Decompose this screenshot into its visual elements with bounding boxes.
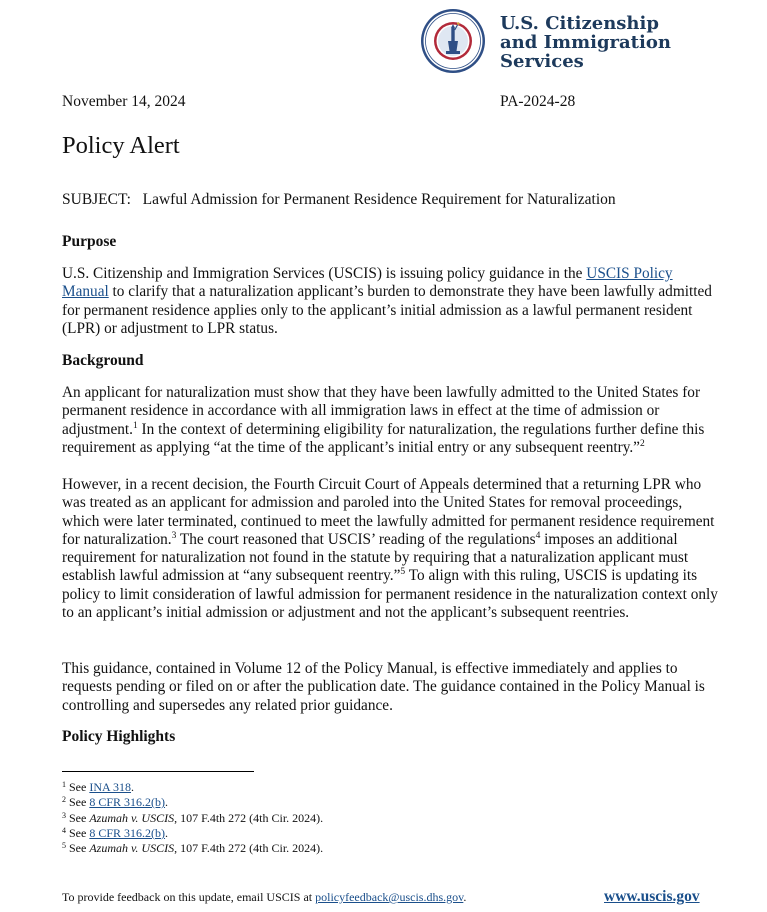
purpose-text-end: to clarify that a naturalization applicant’s burden to demonstrate they have been lawfully admitted for permanent residence applies only to the applicant’s initial admission as a lawful permanent resident (LPR) or adjustment to LPR status. <box>62 283 712 337</box>
subject-line <box>62 191 616 209</box>
agency-name-line-3: Services <box>500 51 584 72</box>
footnote-ref-3[interactable]: 3 <box>171 530 177 541</box>
bg-p2-text-c: imposes an additional requirement for naturalization not found in the statute by requiring that a naturalization applicant must establish lawful admission at “any subsequent reentry.” <box>62 530 689 585</box>
page-title: Policy Alert <box>62 132 180 159</box>
purpose-text-start: U.S. Citizenship and Immigration Services (USCIS) is issuing policy guidance in the <box>62 265 587 282</box>
background-heading: Background <box>62 352 144 369</box>
bg-p2-text-d: To align with this ruling, USCIS is updating its policy to limit consideration of lawful admission for permanent residence in the naturalization context only to an applicant’s initial admission or adjustment and not the applicant’s subsequent reentries. <box>62 567 718 622</box>
website-link[interactable]: www.uscis.gov <box>604 888 700 905</box>
background-paragraph-2 <box>62 476 718 622</box>
footnote-ref-1[interactable]: 1 <box>132 420 138 431</box>
alert-id: PA-2024-28 <box>500 93 576 110</box>
subject-text: Lawful Admission for Permanent Residence Requirement for Naturalization <box>142 191 616 208</box>
footnote-2: $^2$ See 8 CFR 316.2(b). <box>62 795 169 810</box>
policy-highlights-heading: Policy Highlights <box>62 728 176 745</box>
alert-date: November 14, 2024 <box>62 93 186 110</box>
footnote-1: $^1$ See INA 318. <box>62 780 134 794</box>
subject-label: SUBJECT: <box>62 191 131 208</box>
feedback-text: To provide feedback on this update, email USCIS at <box>62 890 316 904</box>
feedback-email-link[interactable]: policyfeedback@uscis.dhs.gov <box>315 890 464 904</box>
footnote-ref-2[interactable]: 2 <box>639 438 645 449</box>
bg-p3-text: This guidance, contained in Volume 12 of the Policy Manual, is effective immediately and applies to requests pending or filed on or after the publication date. The guidance contained in the Policy Manual is controlling and supersedes any related prior guidance. <box>62 660 705 714</box>
footnote-4: $^4$ See 8 CFR 316.2(b). <box>62 825 169 840</box>
policy-manual-link[interactable]: USCIS Policy Manual <box>62 265 673 301</box>
footnote-2-link[interactable]: 8 CFR 316.2(b) <box>89 795 166 810</box>
case-name: Azumah v. USCIS <box>89 841 175 856</box>
purpose-heading: Purpose <box>62 233 117 250</box>
bg-p1-text-b: In the context of determining eligibility for naturalization, the regulations further define this requirement as applying “at the time of the applicant’s initial entry or any subsequent reentry.” <box>62 420 705 456</box>
footnote-3: $^3$ See Azumah v. USCIS, 107 F.4th 272 (4th Cir. 2024). <box>62 810 324 825</box>
agency-name-line-2: and Immigration <box>500 32 671 53</box>
bg-p2-text-a: However, in a recent decision, the Fourth Circuit Court of Appeals determined that a returning LPR who was treated as an applicant for admission and paroled into the United States for removal proceedings, which were later terminated, continued to meet the lawfully admitted for permanent residence requirement for naturalization. <box>62 476 715 548</box>
case-name: Azumah v. USCIS <box>89 810 175 825</box>
feedback-line: To provide feedback on this update, email USCIS at policyfeedback@uscis.dhs.gov. <box>62 890 467 904</box>
bg-p2-text-b: The court reasoned that USCIS’ reading of the regulations <box>176 530 536 548</box>
background-paragraph-3 <box>62 660 718 715</box>
purpose-paragraph <box>62 265 718 338</box>
footnote-5: $^5$ See Azumah v. USCIS, 107 F.4th 272 (4th Cir. 2024). <box>62 841 324 856</box>
background-paragraph-1 <box>62 384 718 457</box>
footnotes-list <box>62 780 323 856</box>
footnote-divider <box>62 771 254 772</box>
agency-name-line-1: U.S. Citizenship <box>500 13 659 34</box>
bg-p1-text-a: An applicant for naturalization must show that they have been lawfully admitted to the United States for permanent residence in accordance with all immigration laws in effect at the time of admission or adjustment. <box>62 384 701 438</box>
footnote-ref-4[interactable]: 4 <box>535 530 541 541</box>
footnote-1-link[interactable]: INA 318 <box>89 780 131 794</box>
footnote-ref-5[interactable]: 5 <box>400 567 406 578</box>
footnote-4-link[interactable]: 8 CFR 316.2(b) <box>89 825 166 840</box>
uscis-seal-logo <box>420 8 486 74</box>
